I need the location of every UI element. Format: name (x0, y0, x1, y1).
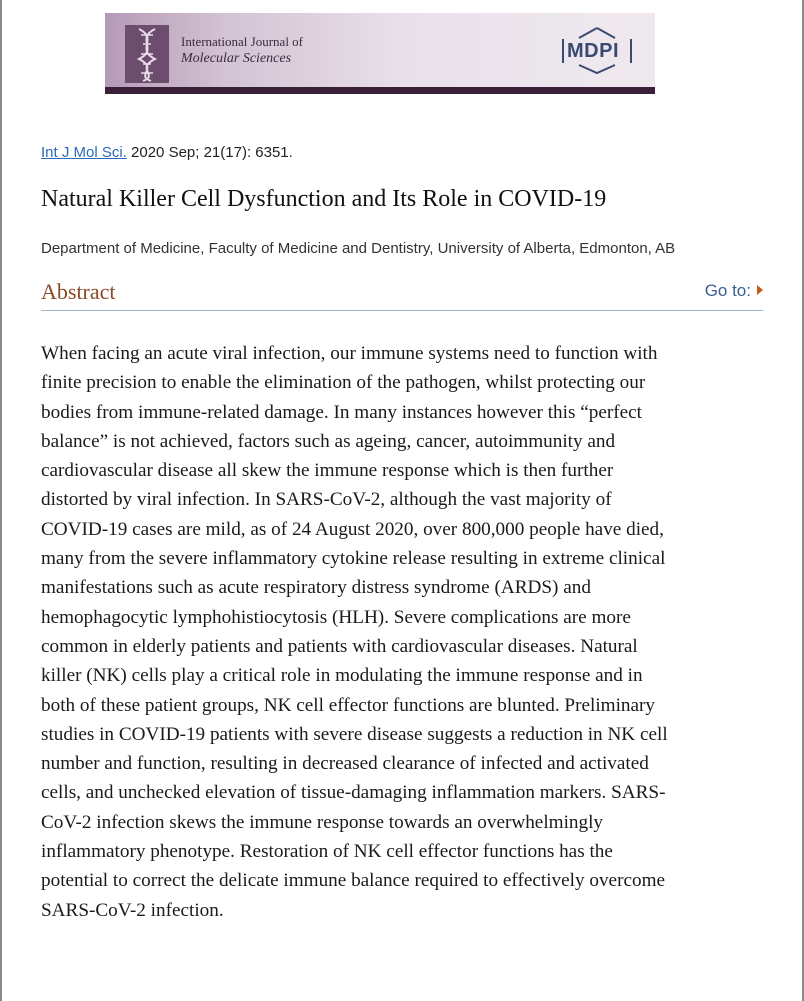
section-divider (41, 310, 763, 311)
abstract-text (41, 339, 763, 925)
goto-menu[interactable] (705, 281, 763, 301)
journal-name-line1: International Journal of (181, 34, 304, 49)
abstract-line: manifestations such as acute respiratory distress syndrome (ARDS) and (41, 577, 591, 599)
abstract-line: When facing an acute viral infection, our immune systems need to function with (41, 343, 658, 364)
author-affiliation: Department of Medicine, Faculty of Medicine and Dentistry, University of Alberta, Edmonton, AB (41, 240, 676, 257)
abstract-line: number and function, resulting in decreased clearance of infected and activated (41, 753, 649, 775)
journal-name-line2: Molecular Sciences (181, 51, 292, 66)
abstract-line: potential to correct the delicate immune balance required to effectively overcome (41, 870, 666, 892)
abstract-heading: Abstract (41, 279, 116, 304)
abstract-line: common in elderly patients and patients with cardiovascular diseases. Natural (41, 635, 638, 657)
abstract-line: cells, and unchecked elevation of tissue-damaging inflammation markers. SARS- (41, 782, 666, 804)
abstract-line: studies in COVID-19 patients with severe disease suggests a reduction in NK cell (41, 723, 668, 745)
abstract-line: hemophagocytic lymphohistiocytosis (HLH). Severe complications are more (41, 606, 631, 628)
goto-label: Go to: (704, 281, 751, 300)
citation-line (41, 144, 293, 161)
mdpi-logo-text: MDPI (567, 40, 619, 62)
article-title: Natural Killer Cell Dysfunction and Its Role in COVID-19 (41, 186, 607, 212)
abstract-line: many from the severe inflammatory cytokine release resulting in extreme clinical (41, 548, 666, 570)
dna-helix-icon (125, 25, 169, 83)
abstract-line: inflammatory phenotype. Restoration of NK cell effector functions has the (41, 841, 613, 863)
journal-link[interactable]: Int J Mol Sci. (41, 144, 127, 161)
banner-stripe (105, 87, 655, 94)
citation-details: 2020 Sep; 21(17): 6351. (126, 144, 293, 161)
abstract-line: SARS-CoV-2 infection. (41, 899, 224, 921)
abstract-line: bodies from immune-related damage. In many instances however this “perfect (41, 401, 642, 423)
abstract-line: both of these patient groups, NK cell effector functions are blunted. Preliminary (41, 694, 655, 716)
abstract-line: CoV-2 infection skews the immune response towards an overwhelmingly (41, 811, 604, 833)
journal-banner[interactable] (105, 13, 655, 94)
abstract-line: cardiovascular disease all skew the immune response which is then further (41, 460, 614, 482)
abstract-line: finite precision to enable the elimination of the pathogen, whilst protecting our (41, 372, 646, 394)
triangle-right-icon (757, 285, 763, 295)
window-border-left (0, 0, 2, 1001)
abstract-line: killer (NK) cells play a critical role in modulating the immune response and in (41, 665, 643, 687)
abstract-line: distorted by viral infection. In SARS-CoV-2, although the vast majority of (41, 489, 612, 511)
abstract-line: balance” is not achieved, factors such as ageing, cancer, autoimmunity and (41, 430, 616, 452)
abstract-line: COVID-19 cases are mild, as of 24 August 2020, over 800,000 people have died, (41, 518, 664, 540)
